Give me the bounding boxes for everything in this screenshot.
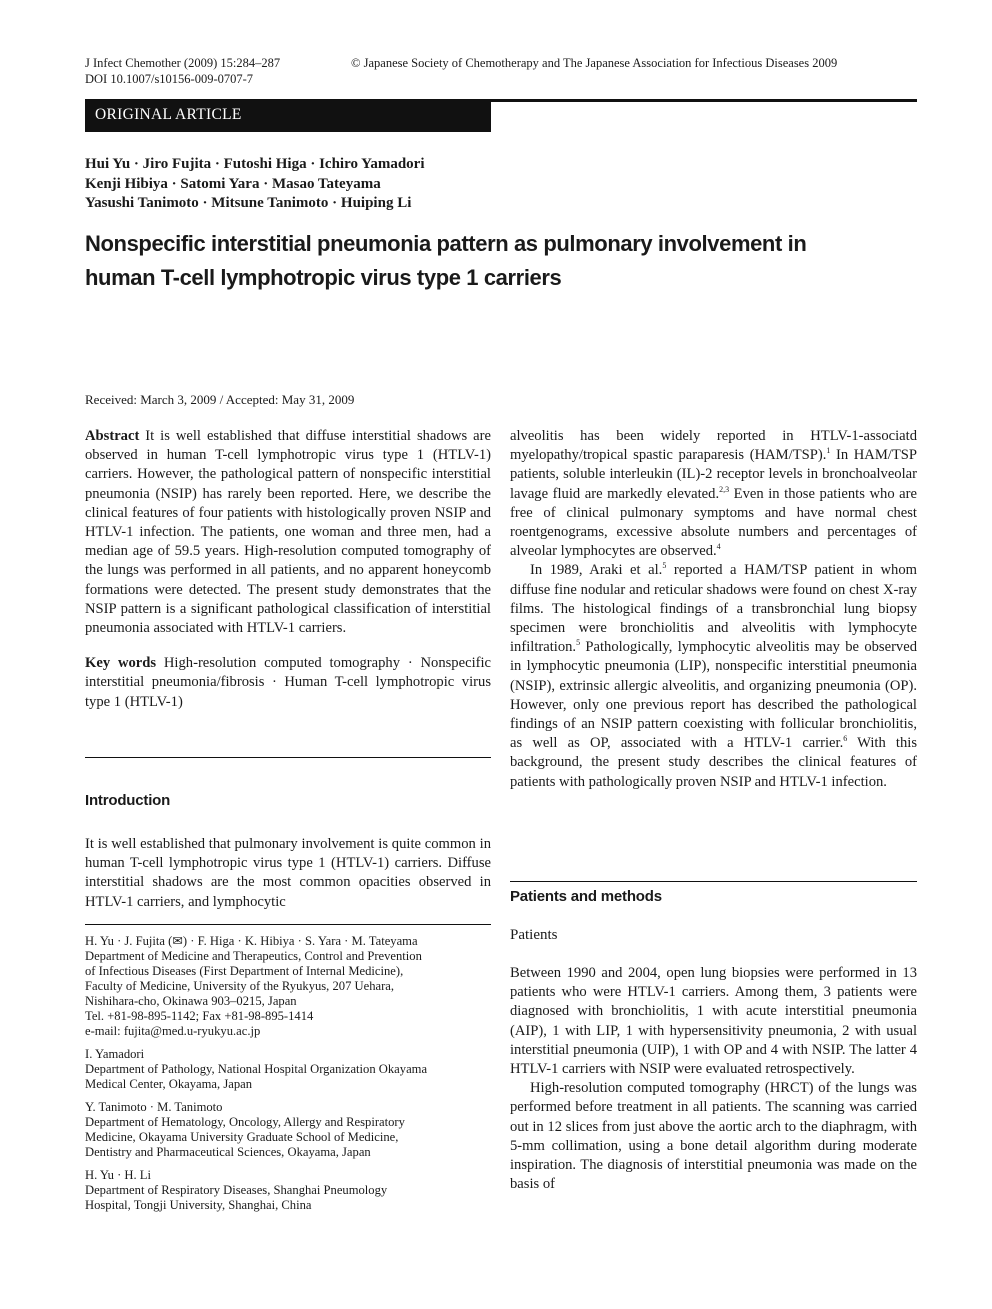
journal-citation	[85, 55, 280, 87]
affiliation-line: Department of Respiratory Diseases, Shanghai Pneumology	[85, 1183, 388, 1197]
affiliation-line: Dentistry and Pharmaceutical Sciences, Okayama, Japan	[85, 1145, 371, 1159]
affiliation-line: Department of Pathology, National Hospital Organization Okayama	[85, 1062, 428, 1076]
article-title	[85, 227, 917, 295]
text-run: alveolitis has been widely reported in HTLV-1-associatd myelopathy/tropical spastic paraparesis (HAM/TSP).	[510, 428, 917, 464]
methods-paragraph: Between 1990 and 2004, open lung biopsies were performed in 13 patients who were HTLV-1 carriers. Among them, 3 patients were diagnosed with bronchiolitis, 1 with acute interstitial pneumonia (AIP), 1 with LIP, 1 with hypersensitivity pneumonia, 2 with usual interstitial pneumonia (UIP), 1 with OP and 4 with NSIP. The latter 4 HTLV-1 carriers with NSIP were evaluated retrospectively.	[510, 965, 917, 1078]
text-run: Pathologically, lymphocytic alveolitis may be observed in lymphocytic pneumonia (LIP), nonspecific interstitial pneumonia (NSIP), extrinsic allergic alveolitis, and organizing pneumonia (OP). However, only one previous report has described the pathological findings of an NSIP pattern coexisting with follicular bronchiolitis, as well as OP, associated with a HTLV-1 carrier.	[510, 639, 917, 752]
citation-ref: 5	[576, 638, 581, 648]
affiliation-line: Department of Medicine and Therapeutics, Control and Prevention	[85, 949, 422, 963]
citation-ref: 5	[662, 561, 667, 571]
affiliation-line: Faculty of Medicine, University of the Ryukyus, 207 Uehara,	[85, 979, 395, 993]
affiliation-names: H. Yu · J. Fujita (✉) · F. Higa · K. Hibiya · S. Yara · M. Tateyama	[85, 934, 418, 948]
intro-paragraph	[510, 427, 917, 561]
methods-text	[510, 964, 917, 1194]
affiliation-block	[85, 1047, 491, 1092]
patients-subheading: Patients	[510, 927, 558, 943]
affiliation-block	[85, 1100, 491, 1160]
title-line: human T-cell lymphotropic virus type 1 carriers	[85, 265, 562, 290]
abstract	[85, 427, 491, 638]
affiliation-line: of Infectious Diseases (First Department of Internal Medicine),	[85, 964, 404, 978]
citation-ref: 6	[843, 734, 848, 744]
journal-reference: J Infect Chemother (2009) 15:284–287	[85, 56, 281, 70]
affiliation-line: Nishihara-cho, Okinawa 903–0215, Japan	[85, 994, 297, 1008]
intro-paragraph	[510, 561, 917, 791]
affiliation-block	[85, 934, 491, 1039]
text-run: Even in those patients who are free of clinical pulmonary symptoms and have normal chest roentgenograms, excessive absolute numbers and percentages of alveolar lymphocytes are observed.	[510, 485, 917, 560]
methods-paragraph: High-resolution computed tomography (HRCT) of the lungs was performed before treatment in all patients. The scanning was carried out in 12 slices from just above the aortic arch to the diaphragm, with 5-mm collimation, using a bone detail algorithm during moderate inspiration. The diagnosis of interstitial pneumonia was made on the basis of	[510, 1080, 917, 1193]
footnote-rule	[85, 924, 491, 925]
affiliation-block	[85, 1168, 491, 1213]
text-run: reported a HAM/TSP patient in whom diffuse fine nodular and reticular shadows were found on chest X-ray films. The histological findings of a transbronchial lung biopsy specimen were bronchiolitis and alveolitis with lymphocyte infiltration.	[510, 562, 917, 656]
affiliation-names: I. Yamadori	[85, 1047, 145, 1061]
affiliation-line: Medical Center, Okayama, Japan	[85, 1077, 252, 1091]
affiliation-line: Tel. +81-98-895-1142; Fax +81-98-895-1414	[85, 1009, 314, 1023]
doi: DOI 10.1007/s10156-009-0707-7	[85, 72, 254, 86]
affiliation-line: Hospital, Tongji University, Shanghai, China	[85, 1198, 312, 1212]
author-line: Kenji Hibiya · Satomi Yara · Masao Tateyama	[85, 175, 381, 192]
copyright-notice: © Japanese Society of Chemotherapy and The Japanese Association for Infectious Diseases 2009	[351, 56, 838, 70]
intro-paragraph: It is well established that pulmonary involvement is quite common in human T-cell lymphotropic virus type 1 (HTLV-1) carriers. Diffuse interstitial shadows are the most common opacities observed in HTLV-1 carriers, and lymphocytic	[85, 836, 491, 910]
citation-ref: 2,3	[719, 484, 730, 494]
intro-left	[85, 835, 491, 912]
section-rule	[510, 881, 917, 882]
keywords	[85, 654, 491, 712]
citation-ref: 1	[826, 446, 831, 456]
introduction-heading: Introduction	[85, 792, 171, 809]
affiliation-line: Department of Hematology, Oncology, Allergy and Respiratory	[85, 1115, 405, 1129]
section-rule	[85, 757, 491, 758]
left-column	[85, 427, 491, 712]
right-column	[510, 427, 917, 792]
author-list	[85, 155, 425, 214]
text-run: In 1989, Araki et al.	[530, 562, 663, 579]
affiliation-names: Y. Tanimoto · M. Tanimoto	[85, 1100, 223, 1114]
author-line: Hui Yu · Jiro Fujita · Futoshi Higa · Ichiro Yamadori	[85, 156, 425, 172]
citation-ref: 4	[716, 542, 721, 552]
affiliation-line: Medicine, Okayama University Graduate School of Medicine,	[85, 1130, 399, 1144]
keywords-text: High-resolution computed tomography · Nonspecific interstitial pneumonia/fibrosis · Human T-cell lymphotropic virus type 1 (HTLV-1)	[85, 655, 492, 710]
header-rule	[491, 99, 917, 102]
affiliation-names: H. Yu · H. Li	[85, 1168, 151, 1182]
text-run: With this background, the present study describes the clinical features of patients with pathologically proven NSIP and HTLV-1 infection.	[510, 735, 918, 790]
abstract-text: It is well established that diffuse interstitial shadows are observed in human T-cell lymphotropic virus type 1 (HTLV-1) carriers. However, the pathological pattern of nonspecific interstitial pneumonia (NSIP) has rarely been reported. Here, we describe the clinical features of four patients with histologically proven NSIP and HTLV-1 infection. The patients, one woman and three men, had a median age of 59.5 years. High-resolution computed tomography of the lungs was performed in all patients, and no apparent honeycomb formations were detected. The present study demonstrates that the NSIP pattern is a significant pathological classification of interstitial pneumonia associated with HTLV-1 carriers.	[85, 428, 491, 637]
keywords-label: Key words	[85, 655, 157, 672]
title-line: Nonspecific interstitial pneumonia pattern as pulmonary involvement in	[85, 231, 807, 256]
received-dates: Received: March 3, 2009 / Accepted: May 31, 2009	[85, 392, 355, 407]
affiliations	[85, 934, 491, 1221]
article-type-banner: ORIGINAL ARTICLE	[85, 99, 491, 132]
author-line: Yasushi Tanimoto · Mitsune Tanimoto · Huiping Li	[85, 195, 412, 211]
text-run: In HAM/TSP patients, soluble interleukin (IL)-2 receptor levels in bronchoalveolar lavage fluid are markedly elevated.	[510, 447, 918, 502]
patients-methods-heading: Patients and methods	[510, 888, 662, 905]
affiliation-email: e-mail: fujita@med.u-ryukyu.ac.jp	[85, 1024, 261, 1038]
abstract-label: Abstract	[85, 428, 140, 444]
